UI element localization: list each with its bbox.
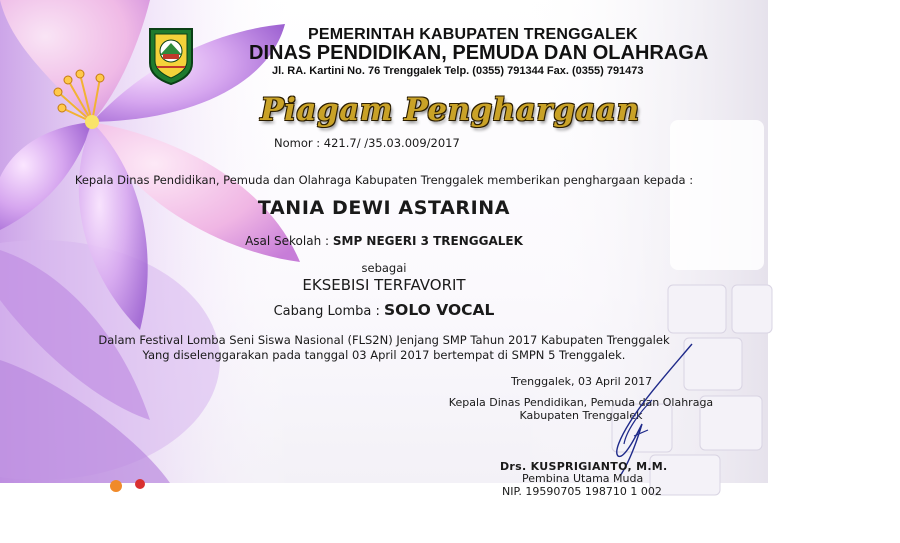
award-title: EKSEBISI TERFAVORIT [302,276,466,294]
school-line [0,234,768,248]
kabupaten-trenggalek-emblem-icon [146,25,196,85]
address-line: Jl. RA. Kartini No. 76 Trenggalek Telp. (0355) 791344 Fax. (0355) 791473 [272,65,644,77]
certificate-number: Nomor : 421.7/ /35.03.009/2017 [274,136,460,150]
school-value: SMP NEGERI 3 TRENGGALEK [332,234,523,248]
intro-text: Kepala Dinas Pendidikan, Pemuda dan Olahraga Kabupaten Trenggalek memberikan penghargaan kepada : [74,173,694,187]
recipient-name: TANIA DEWI ASTARINA [257,197,511,219]
category-label: Cabang Lomba : [273,304,384,319]
place-date: Trenggalek, 03 April 2017 [511,375,653,388]
handwritten-signature [590,340,700,480]
school-label: Asal Sekolah : [245,234,333,248]
festival-line-1: Dalam Festival Lomba Seni Siswa Nasional (FLS2N) Jenjang SMP Tahun 2017 Kabupaten Trenggalek [98,333,670,347]
category-value: SOLO VOCAL [384,301,495,319]
as-label: sebagai [361,261,407,275]
signatory-rank: Pembina Utama Muda [522,472,644,485]
department-heading: DINAS PENDIDIKAN, PEMUDA DAN OLAHRAGA [249,42,709,64]
signatory-title-1: Kepala Dinas Pendidikan, Pemuda dan Olahraga [448,396,714,409]
festival-line-2: Yang diselenggarakan pada tanggal 03 April 2017 bertempat di SMPN 5 Trenggalek. [142,348,626,362]
certificate-title: Piagam Penghargaan [260,92,640,128]
signatory-nip: NIP. 19590705 198710 1 002 [502,485,662,498]
signatory-title-2: Kabupaten Trenggalek [519,409,643,422]
government-heading: PEMERINTAH KABUPATEN TRENGGALEK [308,26,638,43]
category-line [0,301,768,319]
signatory-name: Drs. KUSPRIGIANTO, M.M. [500,460,668,473]
